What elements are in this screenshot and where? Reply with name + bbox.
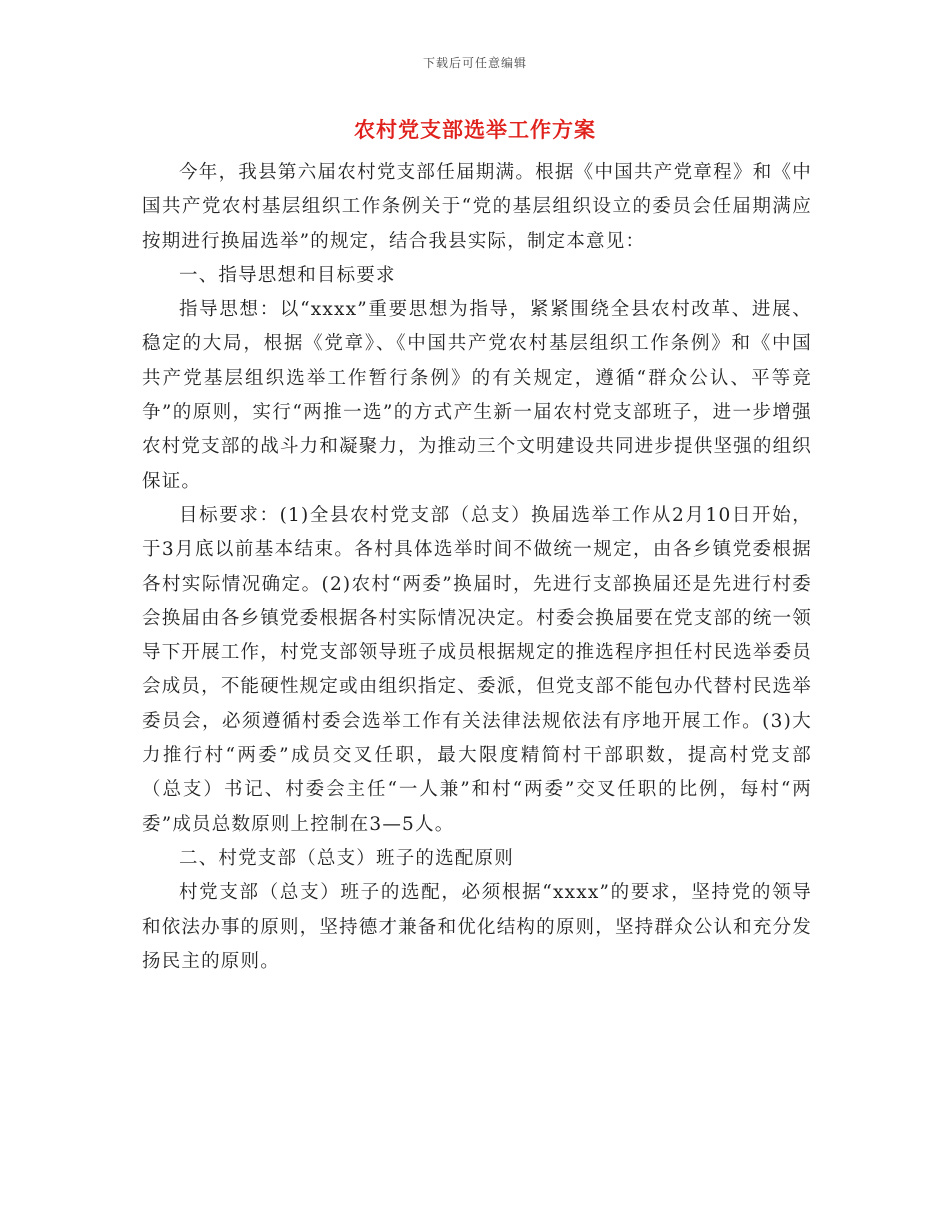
document-title: 农村党支部选举工作方案 [354,117,596,142]
target-requirements-paragraph: 目标要求：(1)全县农村党支部（总支）换届选举工作从2月10日开始，于3月底以前基本结束。各村具体选举时间不做统一规定，由各乡镇党委根据各村实际情况确定。(2)农村“两委”换届时，先进行支部换届还是先进行村委会换届由各乡镇党委根据各村实际情况决定。村委会换届要在党支部的统一领导下开展工作，村党支部领导班子成员根据规定的推选程序担任村民选举委员会成员，不能硬性规定或由组织指定、委派，但党支部不能包办代替村民选举委员会，必须遵循村委会选举工作有关法律法规依法有序地开展工作。(3)大力推行村“两委”成员交叉任职，最大限度精简村干部职数，提高村党支部（总支）书记、村委会主任“一人兼”和村“两委”交叉任职的比例，每村“两委”成员总数原则上控制在3—5人。 [142,504,812,835]
intro-paragraph: 今年，我县第六届农村党支部任届期满。根据《中国共产党章程》和《中国共产党农村基层组织工作条例关于“党的基层组织设立的委员会任届期满应按期进行换届选举”的规定，结合我县实际，制定本意见： [142,162,812,252]
document-body [142,156,812,979]
section-heading-2: 二、村党支部（总支）班子的选配原则 [179,847,514,869]
selection-principles-paragraph: 村党支部（总支）班子的选配，必须根据“xxxx”的要求，坚持党的领导和依法办事的原则，坚持德才兼备和优化结构的原则，坚持群众公认和充分发扬民主的原则。 [142,882,812,972]
header-note: 下载后可任意编辑 [422,56,527,70]
section-heading-1: 一、指导思想和目标要求 [179,264,396,286]
guiding-thought-paragraph: 指导思想：以“xxxx”重要思想为指导，紧紧围绕全县农村改革、进展、稳定的大局，根据《党章》、《中国共产党农村基层组织工作条例》和《中国共产党基层组织选举工作暂行条例》的有关规定，遵循“群众公认、平等竞争”的原则，实行“两推一选”的方式产生新一届农村党支部班子，进一步增强农村党支部的战斗力和凝聚力，为推动三个文明建设共同进步提供坚强的组织保证。 [142,299,812,492]
